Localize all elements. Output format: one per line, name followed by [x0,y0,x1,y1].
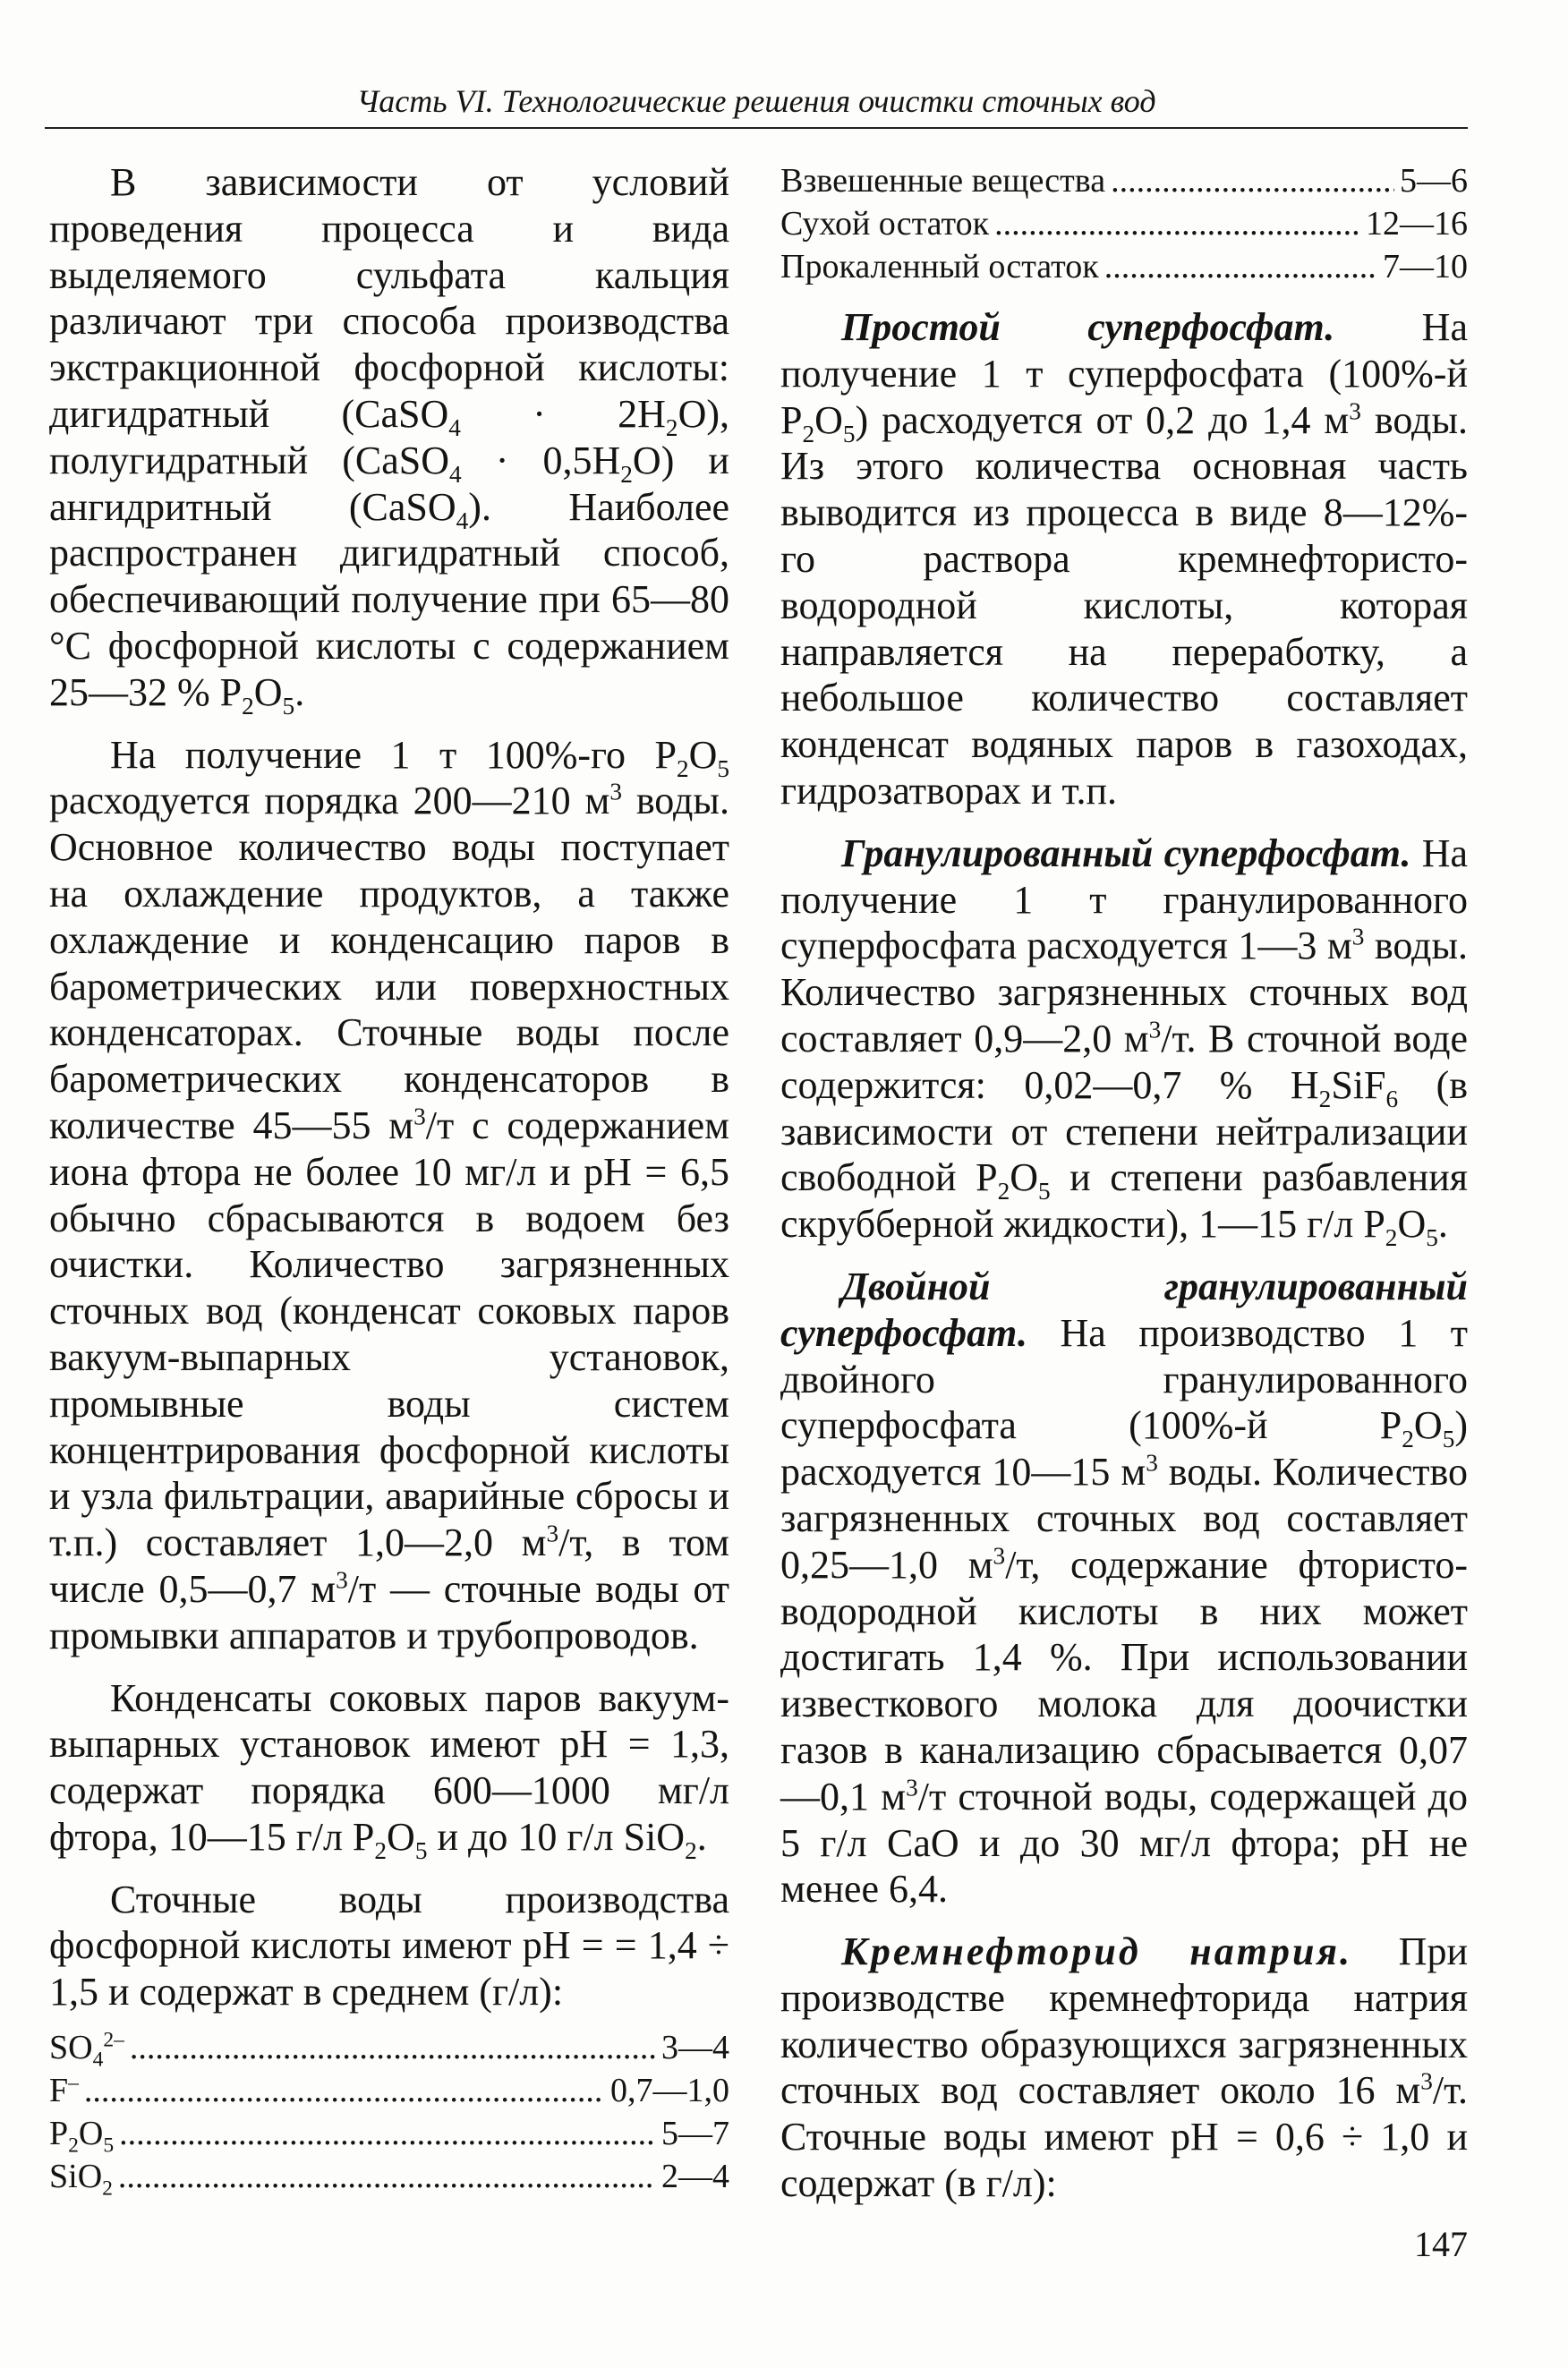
header-rule [45,127,1468,129]
paragraph-sodium-fluorosilicate: Кремнефторид натрия. При производстве кремнефторида натрия количество образующихся загрязненных сточных вод составляет около 16 $м^3/т$. Сточные воды имеют pH = 0,6 ÷ 1,0 и содержат (в г/л): [780,1929,1468,2206]
list-item: F– ..... 0,7—1,0 [49,2069,729,2112]
list-item: Взвешенные вещества ..... 5—6 [780,159,1468,202]
list-item: $SO_4^{2-}$ ..... 3—4 [49,2026,729,2069]
section-heading: Гранулированный суперфосфат. [841,831,1411,875]
composition-list-left [49,2026,729,2201]
list-item: Сухой остаток ..... 12—16 [780,202,1468,245]
paragraph-water-consumption: На получение 1 т 100%-го $P_2O_5$ расходуется порядка 200—210 $м^3$ воды. Основное количество воды поступает на охлаждение продуктов, а также охлаждение и конденсацию паров в барометрических или поверхностных конденсаторах. Сточные воды после барометрических конденсаторов в количестве 45—55 $м^3/т$ с содержанием иона фтора не более 10 мг/л и pH = 6,5 обычно сбрасываются в водоем без очистки. Количество загрязненных сточных вод (конденсат соковых паров вакуум-выпарных установок, промывные воды систем концентрирования фосфорной кислоты и узла фильтрации, аварийные сбросы и т.п.) составляет 1,0—2,0 $м^3/т$, в том числе 0,5—0,7 $м^3/т$ — сточные воды от промывки аппаратов и трубопроводов. [49,732,730,1657]
page-number: 147 [1414,2224,1468,2264]
list-item: Прокаленный остаток ..... 7—10 [780,245,1468,288]
list-item: SiO$_2$ ..... 2—4 [49,2155,729,2198]
paragraph-granulated-superphosphate: Гранулированный суперфосфат. На получение 1 т гранулированного суперфосфата расходуется 1—3 $м^3$ воды. Количество загрязненных сточных вод составляет 0,9—2,0 $м^3/т$. В сточной воде содержится: 0,02—0,7 % $H_2SiF_6$ (в зависимости от степени нейтрализации свободной $P_2O_5$ и степени разбавления скрубберной жидкости), 1—15 г/л $P_2O_5$. [780,831,1469,1251]
paragraph-condensates: Конденсаты соковых паров вакуум-выпарных установок имеют pH = 1,3, содержат порядка 600—1000 мг/л фтора, 10—15 г/л $P_2O_5$ и до 10 г/л SiO$_2$. [49,1675,729,1864]
section-heading: Кремнефторид натрия. [841,1929,1353,1974]
paragraph-sulfate-methods: В зависимости от условий проведения процесса и вида выделяемого сульфата кальция различают три способа производства экстракционной фосфорной кислоты: дигидратный (CaSO$_4$ · $2H_2O$), полугидратный (CaSO$_4$ · $0,5H_2O$) и ангидритный (CaSO$_4$). Наиболее распространен дигидратный способ, обеспечивающий получение при 65—80 °С фосфорной кислоты с содержанием 25—32 % $P_2O_5$. [49,160,730,720]
paragraph-wastewater-composition: Сточные воды производства фосфорной кислоты имеют pH = = 1,4 ÷ 1,5 и содержат в среднем (г/л): [49,1877,729,2015]
paragraph-double-superphosphate: Двойной гранулированный суперфосфат. На производство 1 т двойного гранулированного суперфосфата (100%-й $P_2O_5$) расходуется 10—15 $м^3$ воды. Количество загрязненных сточных вод составляет 0,25—1,0 $м^3/т$, содержание фтористо-водородной кислоты в них может достигать 1,4 %. При использовании известкового молока для доочистки газов в канализацию сбрасывается 0,07—0,1 $м^3/т$ сточной воды, содержащей до 5 г/л CaO и до 30 мг/л фтора; pH не менее 6,4. [780,1264,1469,1912]
running-header: Часть VI. Технологические решения очистки сточных вод [356,83,1156,119]
left-column [49,159,730,2201]
section-heading: Двойной гранулированный суперфосфат. [780,1264,1468,1355]
paragraph-simple-superphosphate: Простой суперфосфат. На получение 1 т суперфосфата (100%-й $P_2O_5$) расходуется от 0,2 до 1,4 $м^3$ воды. Из этого количества основная часть выводится из процесса в виде 8—12%-го раствора кремнефтористо-водородной кислоты, которая направляется на переработку, а небольшое количество составляет конденсат водяных паров в газоходах, гидрозатворах и т.п. [780,305,1469,813]
composition-list-right [780,159,1468,288]
list-item: $P_2O_5$ ..... 5—7 [49,2112,729,2155]
right-column [780,159,1468,2207]
section-heading: Простой суперфосфат. [841,305,1335,349]
